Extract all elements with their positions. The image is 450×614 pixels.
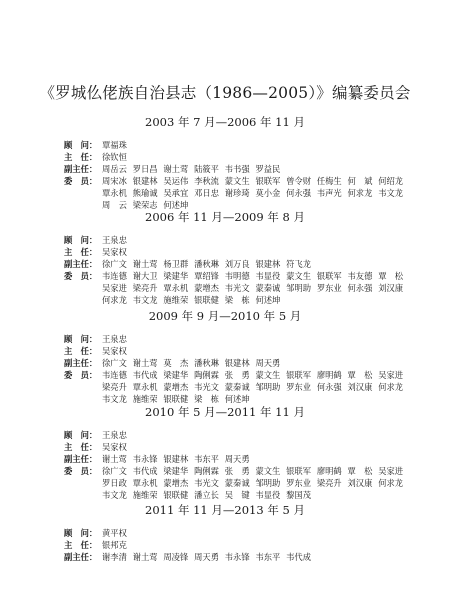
member-list	[64, 139, 450, 211]
member-name: 何求龙	[378, 478, 404, 488]
member-name: 刘汉康	[347, 478, 373, 488]
member-name: 梁亮升	[316, 478, 342, 488]
role-label: 主 任：	[64, 442, 98, 452]
member-names	[102, 429, 422, 441]
member-list	[64, 527, 450, 563]
member-name: 覃 松	[378, 271, 404, 281]
member-name: 廖明鹤	[316, 466, 342, 476]
member-list	[64, 333, 450, 405]
member-name: 韦明德	[224, 271, 250, 281]
role-row	[64, 258, 450, 270]
member-name: 李秋流	[194, 176, 219, 186]
member-name: 廖明鹤	[316, 370, 342, 380]
member-name: 银联健	[163, 394, 189, 404]
member-name: 韦东平	[194, 454, 219, 464]
role-row	[64, 234, 450, 246]
member-name: 银建林	[163, 454, 189, 464]
member-name: 何永强	[347, 283, 373, 293]
role-row	[64, 465, 450, 501]
role-row	[64, 246, 450, 258]
member-name: 王泉忠	[102, 235, 127, 245]
member-names	[102, 551, 422, 563]
member-name: 吴家权	[102, 442, 127, 452]
member-name: 韦文龙	[132, 295, 158, 305]
member-name: 吴承宜	[163, 188, 189, 198]
member-name: 罗东业	[286, 478, 312, 488]
member-name: 梁建华	[163, 271, 189, 281]
member-names	[102, 151, 422, 163]
member-name: 韦文龙	[102, 490, 127, 500]
member-names	[102, 441, 422, 453]
member-name: 蒙文生	[224, 176, 250, 186]
member-names	[102, 234, 422, 246]
role-label: 副主任：	[64, 552, 98, 562]
member-name: 韦书强	[224, 164, 250, 174]
member-name: 潘秋琳	[194, 358, 219, 368]
role-label: 主 任：	[64, 152, 98, 162]
member-name: 韦连德	[102, 271, 127, 281]
member-name: 韦光文	[194, 478, 219, 488]
member-name: 蒙增杰	[194, 283, 219, 293]
member-name: 任梅生	[316, 176, 342, 186]
member-name: 张 勇	[224, 466, 250, 476]
member-name: 覃永机	[132, 382, 158, 392]
role-row	[64, 429, 450, 441]
committee-section	[0, 503, 450, 563]
member-name: 周凌锋	[163, 552, 189, 562]
member-name: 周天勇	[194, 552, 219, 562]
member-name: 谢大卫	[132, 271, 158, 281]
member-name: 罗日昌	[132, 164, 158, 174]
member-name: 韦声光	[316, 188, 342, 198]
member-name: 熊瑜诚	[132, 188, 158, 198]
period-heading: 2009 年 9 月—2010 年 5 月	[148, 309, 302, 323]
member-name: 韦显役	[255, 271, 281, 281]
member-name: 邹明助	[255, 478, 281, 488]
member-name: 覃永机	[132, 478, 158, 488]
role-label: 副主任：	[64, 454, 98, 464]
member-name: 张 勇	[224, 370, 250, 380]
member-name: 银联健	[194, 295, 219, 305]
member-name: 周天勇	[224, 454, 250, 464]
member-name: 邹明助	[255, 382, 281, 392]
member-name: 蒙秦诚	[255, 283, 281, 293]
role-label: 副主任：	[64, 358, 98, 368]
member-name: 覃 松	[347, 466, 373, 476]
member-name: 罗东业	[286, 382, 312, 392]
member-names	[102, 357, 422, 369]
member-name: 施维荣	[132, 490, 158, 500]
member-name: 何绍龙	[378, 176, 404, 186]
committee-section	[0, 309, 450, 405]
member-name: 徐广文	[102, 358, 127, 368]
member-name: 韦显役	[255, 490, 281, 500]
member-name: 何述坤	[163, 200, 189, 210]
member-names	[102, 345, 422, 357]
role-label: 委 员：	[64, 271, 98, 281]
member-name: 周宋冰	[102, 176, 127, 186]
member-name: 何求龙	[102, 295, 127, 305]
member-name: 韦永锋	[224, 552, 250, 562]
member-name: 覃永机	[102, 188, 127, 198]
member-name: 吴家权	[102, 346, 127, 356]
member-name: 王泉忠	[102, 334, 127, 344]
member-name: 徐钦恒	[102, 152, 127, 162]
member-names	[102, 163, 422, 175]
committee-section	[0, 210, 450, 306]
member-name: 蒙增杰	[163, 478, 189, 488]
member-name: 梁建华	[163, 466, 189, 476]
member-name: 银建林	[132, 176, 158, 186]
member-name: 吴家进	[102, 283, 127, 293]
member-name: 符飞龙	[286, 259, 312, 269]
member-name: 谢土莺	[132, 552, 158, 562]
member-names	[102, 539, 422, 551]
committee-section	[0, 405, 450, 501]
member-name: 谢土莺	[132, 259, 158, 269]
role-label: 顾 问：	[64, 528, 98, 538]
member-name: 刘万良	[224, 259, 250, 269]
role-row	[64, 357, 450, 369]
role-label: 顾 问：	[64, 140, 98, 150]
committee-section	[0, 115, 450, 211]
member-names	[102, 139, 422, 151]
role-row	[64, 527, 450, 539]
member-names	[102, 175, 422, 211]
member-name: 罗日政	[102, 478, 127, 488]
member-name: 黄平权	[102, 528, 127, 538]
member-name: 谢李清	[102, 552, 127, 562]
member-name: 潘秋琳	[194, 259, 219, 269]
member-name: 陶俐霖	[194, 466, 219, 476]
member-name: 梁 栋	[224, 295, 250, 305]
role-row	[64, 333, 450, 345]
member-name: 蒙文生	[255, 466, 281, 476]
role-row	[64, 551, 450, 563]
member-name: 吴 键	[224, 490, 250, 500]
member-list	[64, 429, 450, 501]
member-name: 刘汉康	[378, 283, 404, 293]
member-name: 蒙秦诚	[224, 478, 250, 488]
role-label: 委 员：	[64, 370, 98, 380]
role-row	[64, 453, 450, 465]
member-name: 徐广文	[102, 466, 127, 476]
role-row	[64, 369, 450, 405]
member-name: 何 斌	[347, 176, 373, 186]
member-name: 周天勇	[255, 358, 281, 368]
member-name: 吴家进	[378, 370, 404, 380]
role-label: 顾 问：	[64, 334, 98, 344]
member-name: 韦东平	[255, 552, 281, 562]
member-name: 韦代成	[286, 552, 312, 562]
member-name: 韦代成	[132, 370, 158, 380]
member-name: 韦永锋	[132, 454, 158, 464]
member-name: 罗东业	[316, 283, 342, 293]
member-name: 周 云	[102, 200, 127, 210]
role-label: 委 员：	[64, 176, 98, 186]
role-row	[64, 441, 450, 453]
member-names	[102, 246, 422, 258]
member-names	[102, 527, 422, 539]
member-name: 覃 松	[347, 370, 373, 380]
member-names	[102, 465, 422, 501]
member-name: 莫 杰	[163, 358, 189, 368]
member-name: 覃永机	[163, 283, 189, 293]
member-name: 谢土莺	[163, 164, 189, 174]
member-name: 蒙文生	[286, 271, 312, 281]
member-name: 谢土莺	[102, 454, 127, 464]
member-name: 蒙秦诚	[224, 382, 250, 392]
member-names	[102, 333, 422, 345]
member-name: 吴家进	[378, 466, 404, 476]
member-name: 梁亮升	[132, 283, 158, 293]
member-name: 蒙文生	[255, 370, 281, 380]
member-name: 银建林	[255, 259, 281, 269]
member-name: 银联健	[163, 490, 189, 500]
role-label: 顾 问：	[64, 235, 98, 245]
member-name: 韦文龙	[378, 188, 404, 198]
member-name: 陆筱平	[194, 164, 219, 174]
role-label: 主 任：	[64, 540, 98, 550]
role-row	[64, 270, 450, 306]
document-title: 《罗城仫佬族自治县志（1986—2005）》编纂委员会	[39, 84, 411, 102]
member-name: 韦文龙	[102, 394, 127, 404]
member-name: 蒙增杰	[163, 382, 189, 392]
member-name: 银联军	[286, 466, 312, 476]
member-name: 何述坤	[255, 295, 281, 305]
member-name: 银邦克	[102, 540, 127, 550]
member-name: 银建林	[224, 358, 250, 368]
member-name: 何求龙	[378, 382, 404, 392]
member-name: 何求龙	[347, 188, 373, 198]
role-label: 副主任：	[64, 164, 98, 174]
role-label: 主 任：	[64, 346, 98, 356]
role-row	[64, 345, 450, 357]
member-name: 黎国茂	[286, 490, 312, 500]
member-name: 罗益民	[255, 164, 281, 174]
member-name: 潘立长	[194, 490, 219, 500]
member-name: 徐广文	[102, 259, 127, 269]
role-row	[64, 139, 450, 151]
member-name: 刘汉康	[347, 382, 373, 392]
period-heading: 2003 年 7 月—2006 年 11 月	[145, 115, 305, 129]
member-name: 邓日忠	[194, 188, 219, 198]
member-name: 梁建华	[163, 370, 189, 380]
member-name: 韦友德	[347, 271, 373, 281]
member-list	[64, 234, 450, 306]
member-name: 覃绍锋	[194, 271, 219, 281]
period-heading: 2010 年 5 月—2011 年 11 月	[145, 405, 305, 419]
member-name: 梁亮升	[102, 382, 127, 392]
role-row	[64, 175, 450, 211]
member-name: 银联军	[286, 370, 312, 380]
role-label: 委 员：	[64, 466, 98, 476]
member-name: 谢珍琦	[224, 188, 250, 198]
member-name: 王泉忠	[102, 430, 127, 440]
member-name: 施维荣	[132, 394, 158, 404]
member-name: 曾令财	[286, 176, 312, 186]
member-name: 陶俐霖	[194, 370, 219, 380]
role-label: 副主任：	[64, 259, 98, 269]
member-name: 何永强	[286, 188, 312, 198]
member-name: 韦光文	[224, 283, 250, 293]
member-name: 韦代成	[132, 466, 158, 476]
period-heading: 2011 年 11 月—2013 年 5 月	[145, 503, 305, 517]
member-name: 吴家权	[102, 247, 127, 257]
member-name: 周岳云	[102, 164, 127, 174]
member-name: 谢土莺	[132, 358, 158, 368]
role-row	[64, 151, 450, 163]
member-name: 杨卫群	[163, 259, 189, 269]
member-names	[102, 369, 422, 405]
member-name: 梁荣志	[132, 200, 158, 210]
member-name: 梁 栋	[194, 394, 219, 404]
member-name: 何永强	[316, 382, 342, 392]
member-name: 覃福珠	[102, 140, 127, 150]
member-name: 吴运伟	[163, 176, 189, 186]
member-names	[102, 270, 422, 306]
period-heading: 2006 年 11 月—2009 年 8 月	[145, 210, 305, 224]
member-name: 施维荣	[163, 295, 189, 305]
member-name: 莫小金	[255, 188, 281, 198]
member-name: 何述坤	[224, 394, 250, 404]
role-label: 主 任：	[64, 247, 98, 257]
member-name: 韦连德	[102, 370, 127, 380]
member-name: 银联军	[255, 176, 281, 186]
role-row	[64, 163, 450, 175]
member-names	[102, 258, 422, 270]
role-row	[64, 539, 450, 551]
member-names	[102, 453, 422, 465]
member-name: 银联军	[316, 271, 342, 281]
member-name: 韦光文	[194, 382, 219, 392]
role-label: 顾 问：	[64, 430, 98, 440]
member-name: 邹明助	[286, 283, 312, 293]
